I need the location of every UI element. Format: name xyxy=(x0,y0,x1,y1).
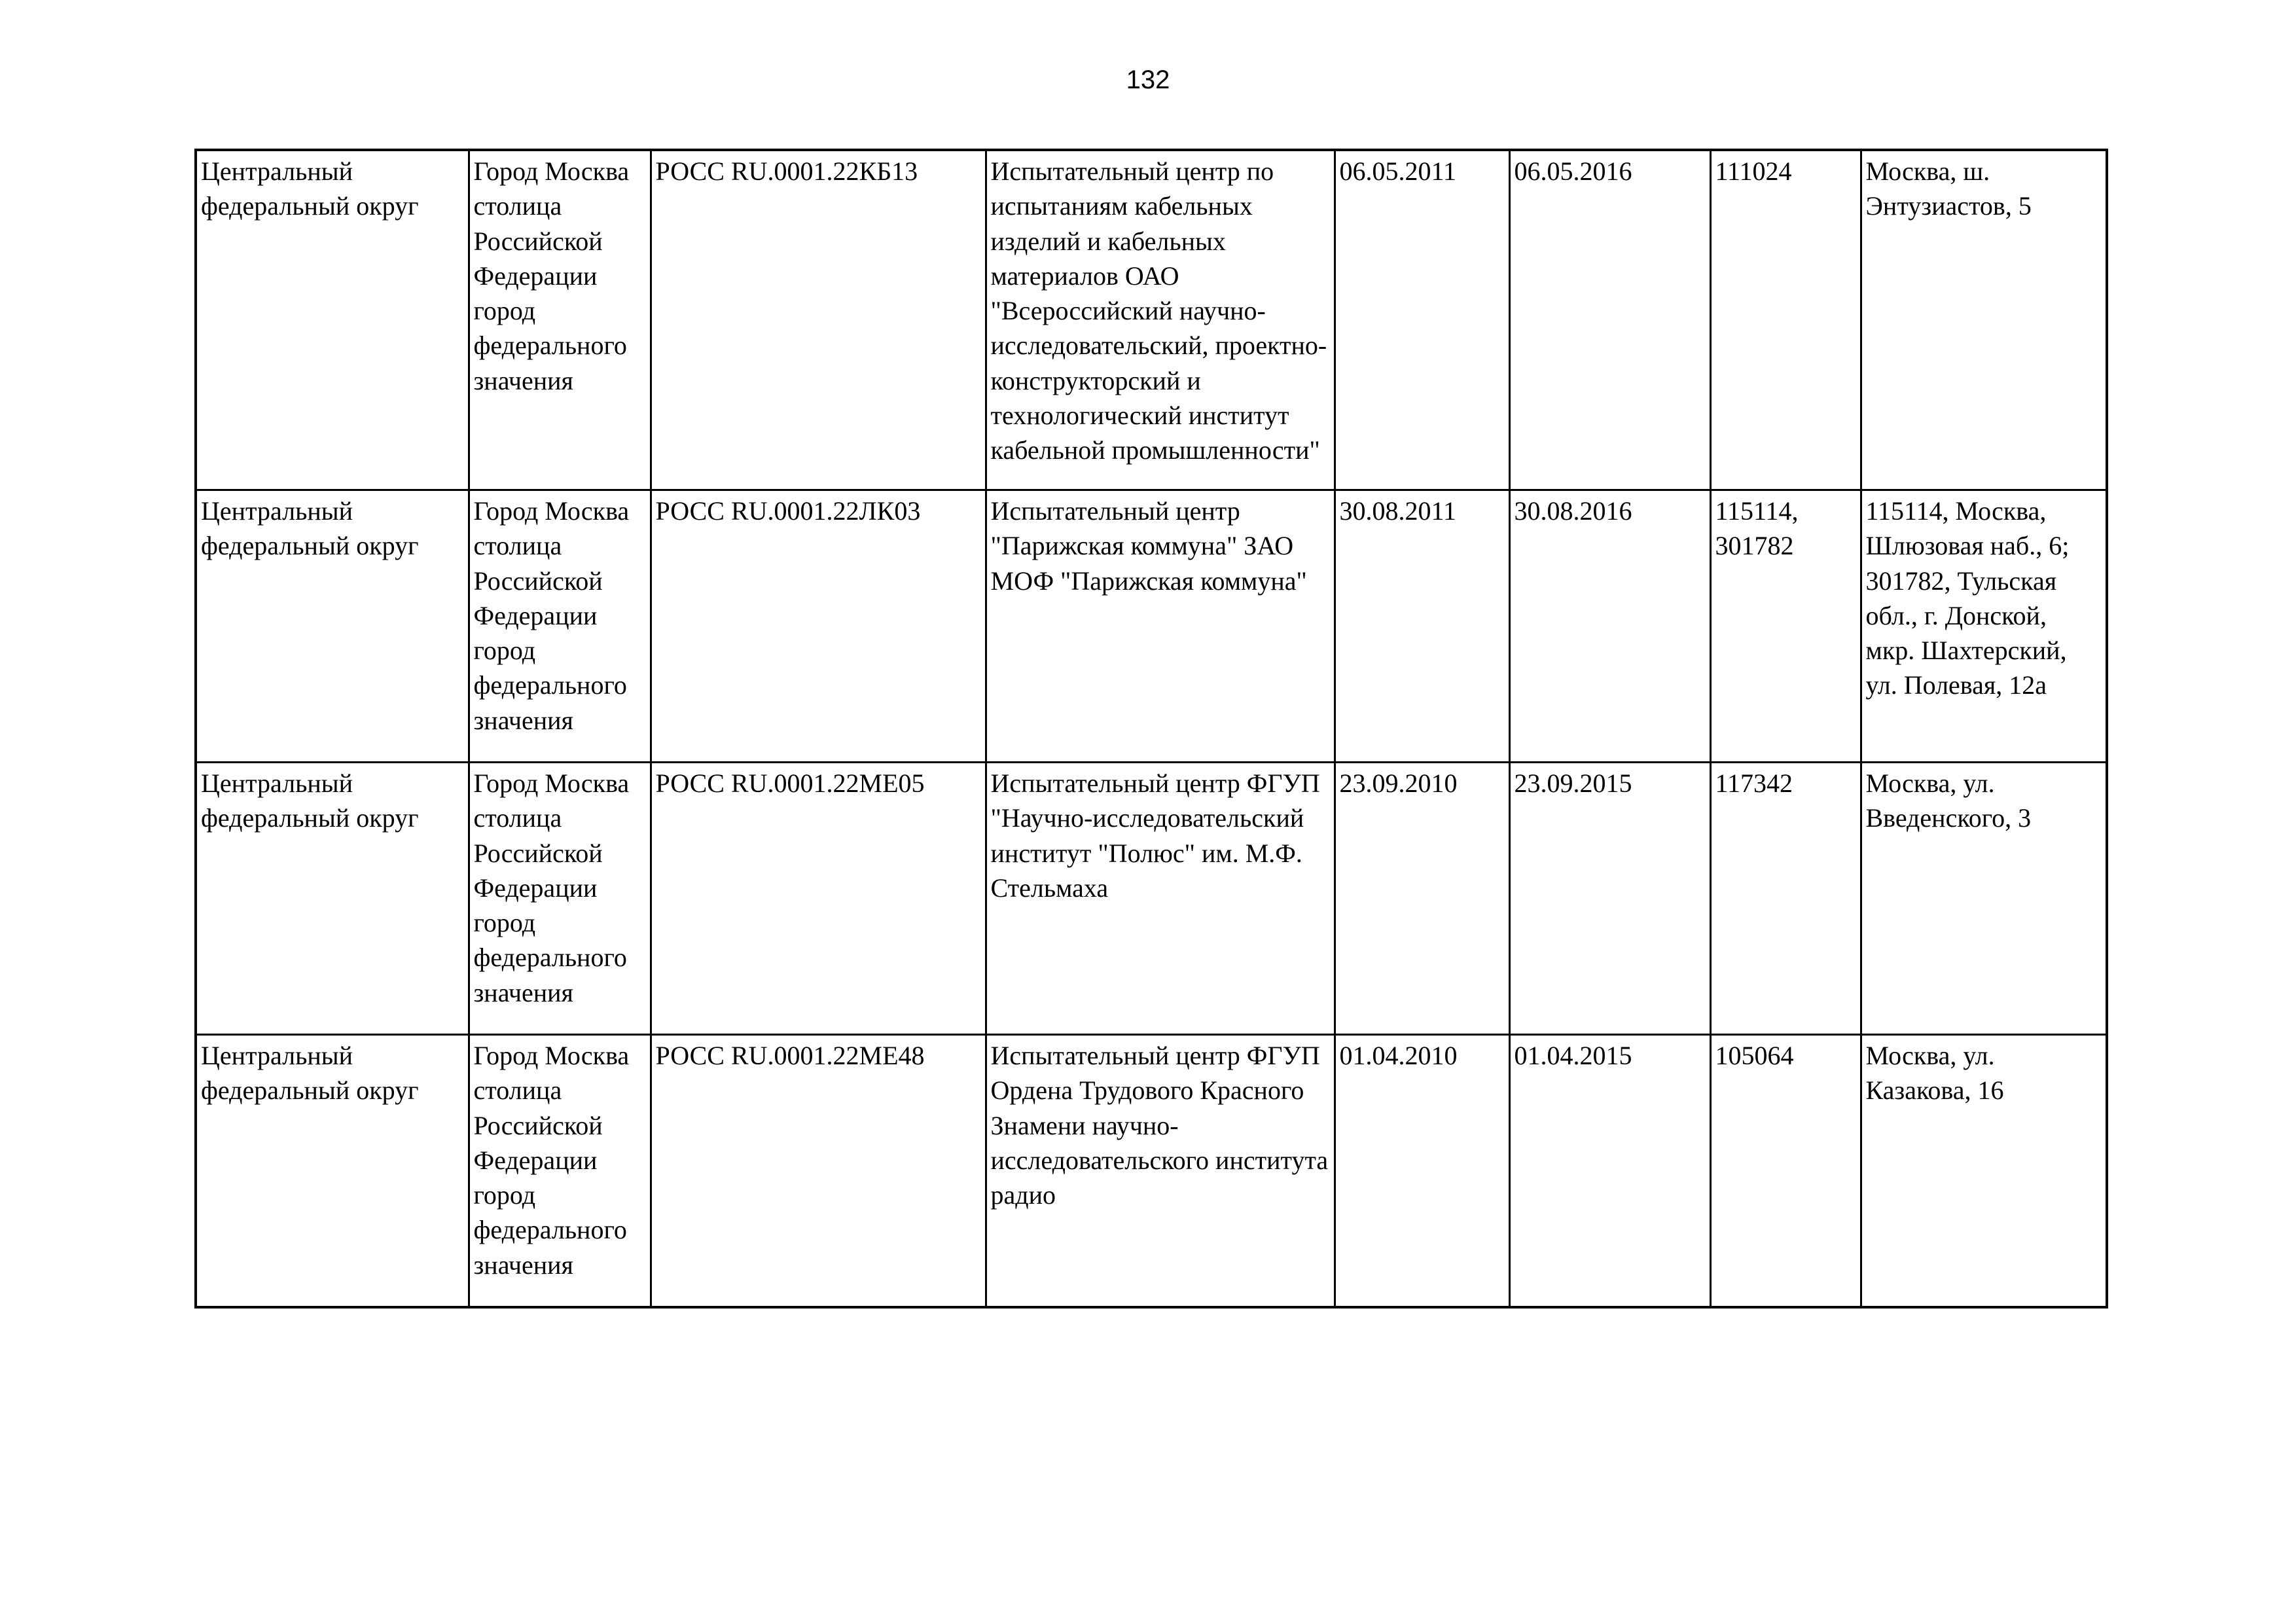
date-to-cell: 30.08.2016 xyxy=(1509,490,1710,763)
district-cell: Центральный федеральный округ xyxy=(196,150,469,490)
accreditation-number-cell: РОСС RU.0001.22МЕ05 xyxy=(651,763,986,1035)
organization-cell: Испытательный центр по испытаниям кабельных изделий и кабельных материалов ОАО "Всероссийский научно-исследовательский, проектно-конструкторский и технологический институт кабельной промышленности" xyxy=(986,150,1335,490)
date-to-cell: 01.04.2015 xyxy=(1509,1035,1710,1308)
page-number: 132 xyxy=(1126,65,1170,94)
postal-code-cell: 115114, 301782 xyxy=(1710,490,1861,763)
date-to-cell: 06.05.2016 xyxy=(1509,150,1710,490)
table-row xyxy=(196,150,2107,490)
date-from-cell: 06.05.2011 xyxy=(1335,150,1509,490)
organization-cell: Испытательный центр ФГУП Ордена Трудового Красного Знамени научно-исследовательского института радио xyxy=(986,1035,1335,1308)
district-cell: Центральный федеральный округ xyxy=(196,490,469,763)
postal-code-cell: 111024 xyxy=(1710,150,1861,490)
address-cell: 115114, Москва, Шлюзовая наб., 6; 301782, Тульская обл., г. Донской, мкр. Шахтерский, ул. Полевая, 12а xyxy=(1861,490,2107,763)
region-cell: Город Москва столица Российской Федерации город федерального значения xyxy=(469,490,651,763)
accreditation-number-cell: РОСС RU.0001.22МЕ48 xyxy=(651,1035,986,1308)
table-row xyxy=(196,763,2107,1035)
organization-cell: Испытательный центр "Парижская коммуна" ЗАО МОФ "Парижская коммуна" xyxy=(986,490,1335,763)
table-row xyxy=(196,490,2107,763)
accreditation-number-cell: РОСС RU.0001.22КБ13 xyxy=(651,150,986,490)
region-cell: Город Москва столица Российской Федерации город федерального значения xyxy=(469,1035,651,1308)
region-cell: Город Москва столица Российской Федерации город федерального значения xyxy=(469,763,651,1035)
region-cell: Город Москва столица Российской Федерации город федерального значения xyxy=(469,150,651,490)
date-to-cell: 23.09.2015 xyxy=(1509,763,1710,1035)
registry-table xyxy=(194,149,2108,1308)
date-from-cell: 01.04.2010 xyxy=(1335,1035,1509,1308)
organization-cell: Испытательный центр ФГУП "Научно-исследовательский институт "Полюс" им. М.Ф. Стельмаха xyxy=(986,763,1335,1035)
address-cell: Москва, ул. Казакова, 16 xyxy=(1861,1035,2107,1308)
district-cell: Центральный федеральный округ xyxy=(196,1035,469,1308)
postal-code-cell: 117342 xyxy=(1710,763,1861,1035)
postal-code-cell: 105064 xyxy=(1710,1035,1861,1308)
district-cell: Центральный федеральный округ xyxy=(196,763,469,1035)
accreditation-number-cell: РОСС RU.0001.22ЛК03 xyxy=(651,490,986,763)
date-from-cell: 30.08.2011 xyxy=(1335,490,1509,763)
table-row xyxy=(196,1035,2107,1308)
address-cell: Москва, ул. Введенского, 3 xyxy=(1861,763,2107,1035)
date-from-cell: 23.09.2010 xyxy=(1335,763,1509,1035)
address-cell: Москва, ш. Энтузиастов, 5 xyxy=(1861,150,2107,490)
